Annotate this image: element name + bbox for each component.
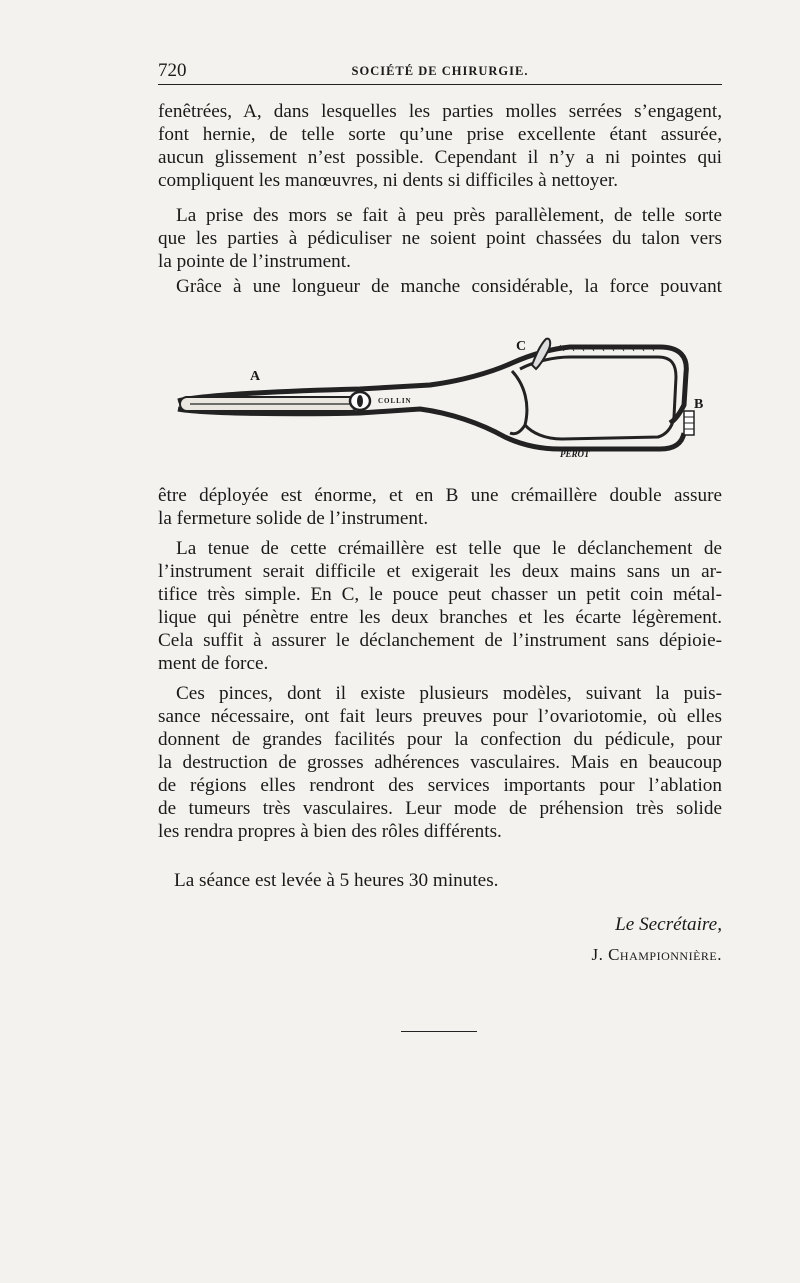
paragraph bbox=[158, 275, 722, 298]
text-line: la fermeture solide de l’instrument. bbox=[158, 508, 429, 529]
paragraph bbox=[158, 537, 722, 675]
text-line: tifice très simple. En C, le pouce peut chasser un petit coin métal- bbox=[158, 584, 722, 605]
text-line: aucun glissement n’est possible. Cependant il n’y a ni pointes qui bbox=[158, 147, 722, 168]
text-line: fenêtrées, A, dans lesquelles les parties molles serrées s’engagent, bbox=[158, 101, 722, 122]
signature-title: Le Secrétaire, bbox=[615, 914, 722, 935]
figure-label-b: B bbox=[694, 397, 704, 412]
text-line: l’instrument serait difficile et exigerait les deux mains sans un ar- bbox=[158, 561, 722, 582]
text-line: les rendra propres à bien des rôles différents. bbox=[158, 821, 502, 842]
text-line: font hernie, de telle sorte qu’une prise excellente étant assurée, bbox=[158, 124, 722, 145]
page-number: 720 bbox=[158, 60, 187, 81]
closing-statement: La séance est levée à 5 heures 30 minutes. bbox=[174, 870, 499, 891]
paragraph bbox=[158, 682, 722, 843]
text-line: Ces pinces, dont il existe plusieurs modèles, suivant la puis- bbox=[176, 683, 722, 704]
signature-name: J. Championnière. bbox=[591, 945, 722, 964]
page-header bbox=[158, 60, 722, 85]
text-line: la destruction de grosses adhérences vasculaires. Mais en beaucoup bbox=[158, 752, 722, 773]
text-line: ment de force. bbox=[158, 653, 269, 674]
paragraph bbox=[158, 204, 722, 273]
paragraph bbox=[158, 484, 722, 530]
text-line: que les parties à pédiculiser ne soient point chassées du talon vers bbox=[158, 228, 722, 249]
text-line: donnent de grandes facilités pour la confection du pédicule, pour bbox=[158, 729, 722, 750]
text-line: être déployée est énorme, et en B une crémaillère double assure bbox=[158, 485, 722, 506]
text-line: compliquent les manœuvres, ni dents si difficiles à nettoyer. bbox=[158, 170, 619, 191]
text-line: La prise des mors se fait à peu près parallèlement, de telle sorte bbox=[176, 205, 722, 226]
end-rule bbox=[401, 1031, 477, 1032]
paragraph bbox=[158, 100, 722, 192]
text-line: La tenue de cette crémaillère est telle que le déclanchement de bbox=[176, 538, 722, 559]
running-head: SOCIÉTÉ DE CHIRURGIE. bbox=[351, 64, 529, 78]
engraver-signature: PEROT bbox=[560, 449, 590, 459]
forceps-drawing bbox=[160, 325, 720, 475]
text-line: sance nécessaire, ont fait leurs preuves pour l’ovariotomie, où elles bbox=[158, 706, 722, 727]
text-line: de régions elles rendront des services importants pour l’ablation bbox=[158, 775, 722, 796]
figure-label-c: C bbox=[516, 339, 527, 354]
text-line: de tumeurs très vasculaires. Leur mode de préhension très solide bbox=[158, 798, 722, 819]
text-line: Grâce à une longueur de manche considérable, la force pouvant bbox=[176, 276, 722, 297]
text-line: la pointe de l’instrument. bbox=[158, 251, 351, 272]
text-line: lique qui pénètre entre les deux branches et les écarte légèrement. bbox=[158, 607, 722, 628]
maker-mark: COLLIN bbox=[378, 397, 412, 405]
figure-label-a: A bbox=[250, 369, 261, 384]
forceps-illustration bbox=[160, 325, 720, 475]
text-line: Cela suffit à assurer le déclanchement de l’instrument sans dépioie- bbox=[158, 630, 722, 651]
